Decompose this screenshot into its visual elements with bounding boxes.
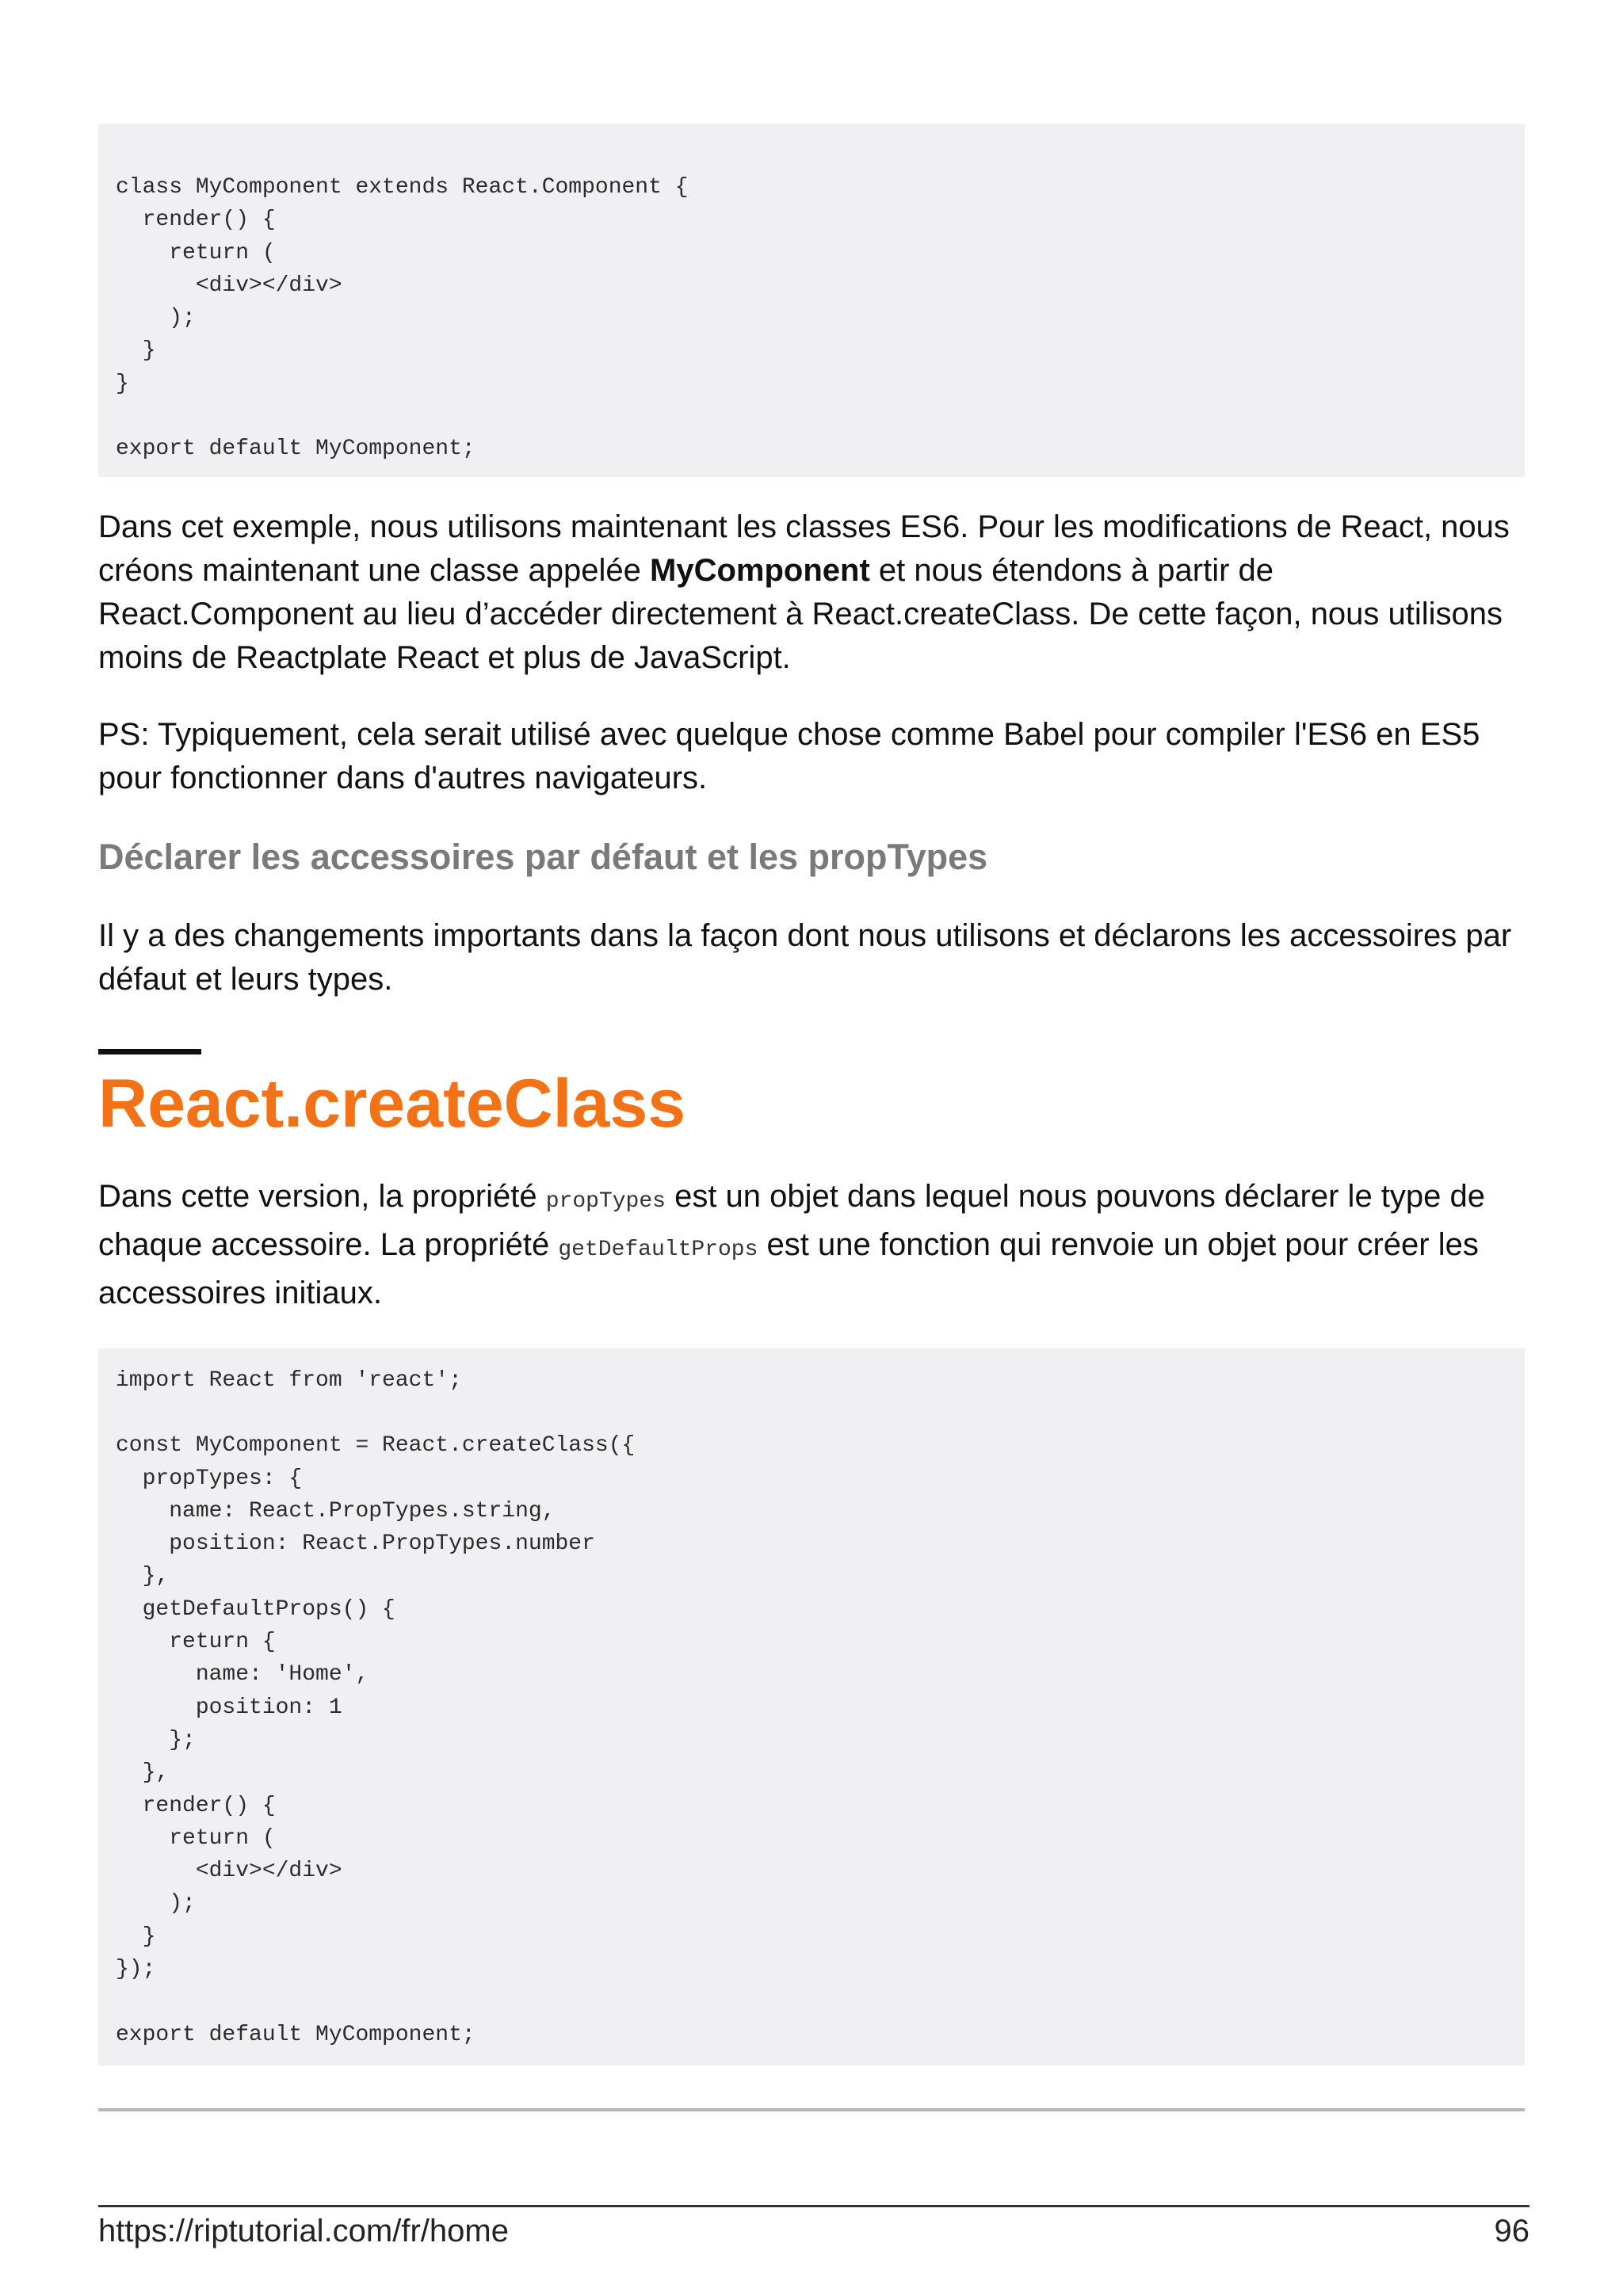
code-block-es6-class: class MyComponent extends React.Component { render() { return ( <div></div> ); } } export default MyComponent; [98,124,1525,477]
code-block-createclass: import React from 'react'; const MyComponent = React.createClass({ propTypes: { name: React.PropTypes.string, position: React.PropTypes.number }, getDefaultProps() { return { name: 'Home', position: 1 }; }, render() { return ( <div></div> ); } }); export default MyComponent; [98,1348,1525,2065]
content-end-rule [98,2108,1525,2111]
page-content [98,124,1525,2065]
subheading-default-props: Déclarer les accessoires par défaut et les propTypes [98,836,988,877]
paragraph-es6-explanation [98,505,1525,680]
paragraph-text: est un objet dans lequel nous pouvons déclarer le type de chaque accessoire. La propriété [98,1178,1486,1262]
section-title-rule [98,1049,201,1055]
paragraph-changes: Il y a des changements importants dans la façon dont nous utilisons et déclarons les accessoires par défaut et leurs types. [98,917,1512,997]
footer-url-link[interactable]: https://riptutorial.com/fr/home [98,2214,509,2248]
bold-class-name: MyComponent [650,552,870,588]
paragraph-text: Dans cette version, la propriété [98,1178,546,1214]
paragraph-text: est une fonction qui renvoie un objet pour créer les accessoires initiaux. [98,1226,1479,1310]
paragraph-createclass [98,1175,1525,1315]
paragraph-ps-note: PS: Typiquement, cela serait utilisé avec quelque chose comme Babel pour compiler l'ES6 en ES5 pour fonctionner dans d'autres navigateurs. [98,716,1480,795]
inline-code-getdefaultprops: getDefaultProps [558,1237,758,1262]
paragraph-text: Dans cet exemple, nous utilisons maintenant les classes ES6. Pour les modifications de React, nous créons maintenant une classe appelée [98,509,1510,588]
inline-code-proptypes: propTypes [545,1188,666,1214]
footer-page-number: 96 [1494,2214,1529,2248]
page-footer [98,2205,1529,2250]
section-title: React.createClass [98,1065,686,1142]
paragraph-text: et nous étendons à partir de React.Component au lieu d’accéder directement à React.createClass. De cette façon, nous utilisons moins de Reactplate React et plus de JavaScript. [98,552,1503,675]
